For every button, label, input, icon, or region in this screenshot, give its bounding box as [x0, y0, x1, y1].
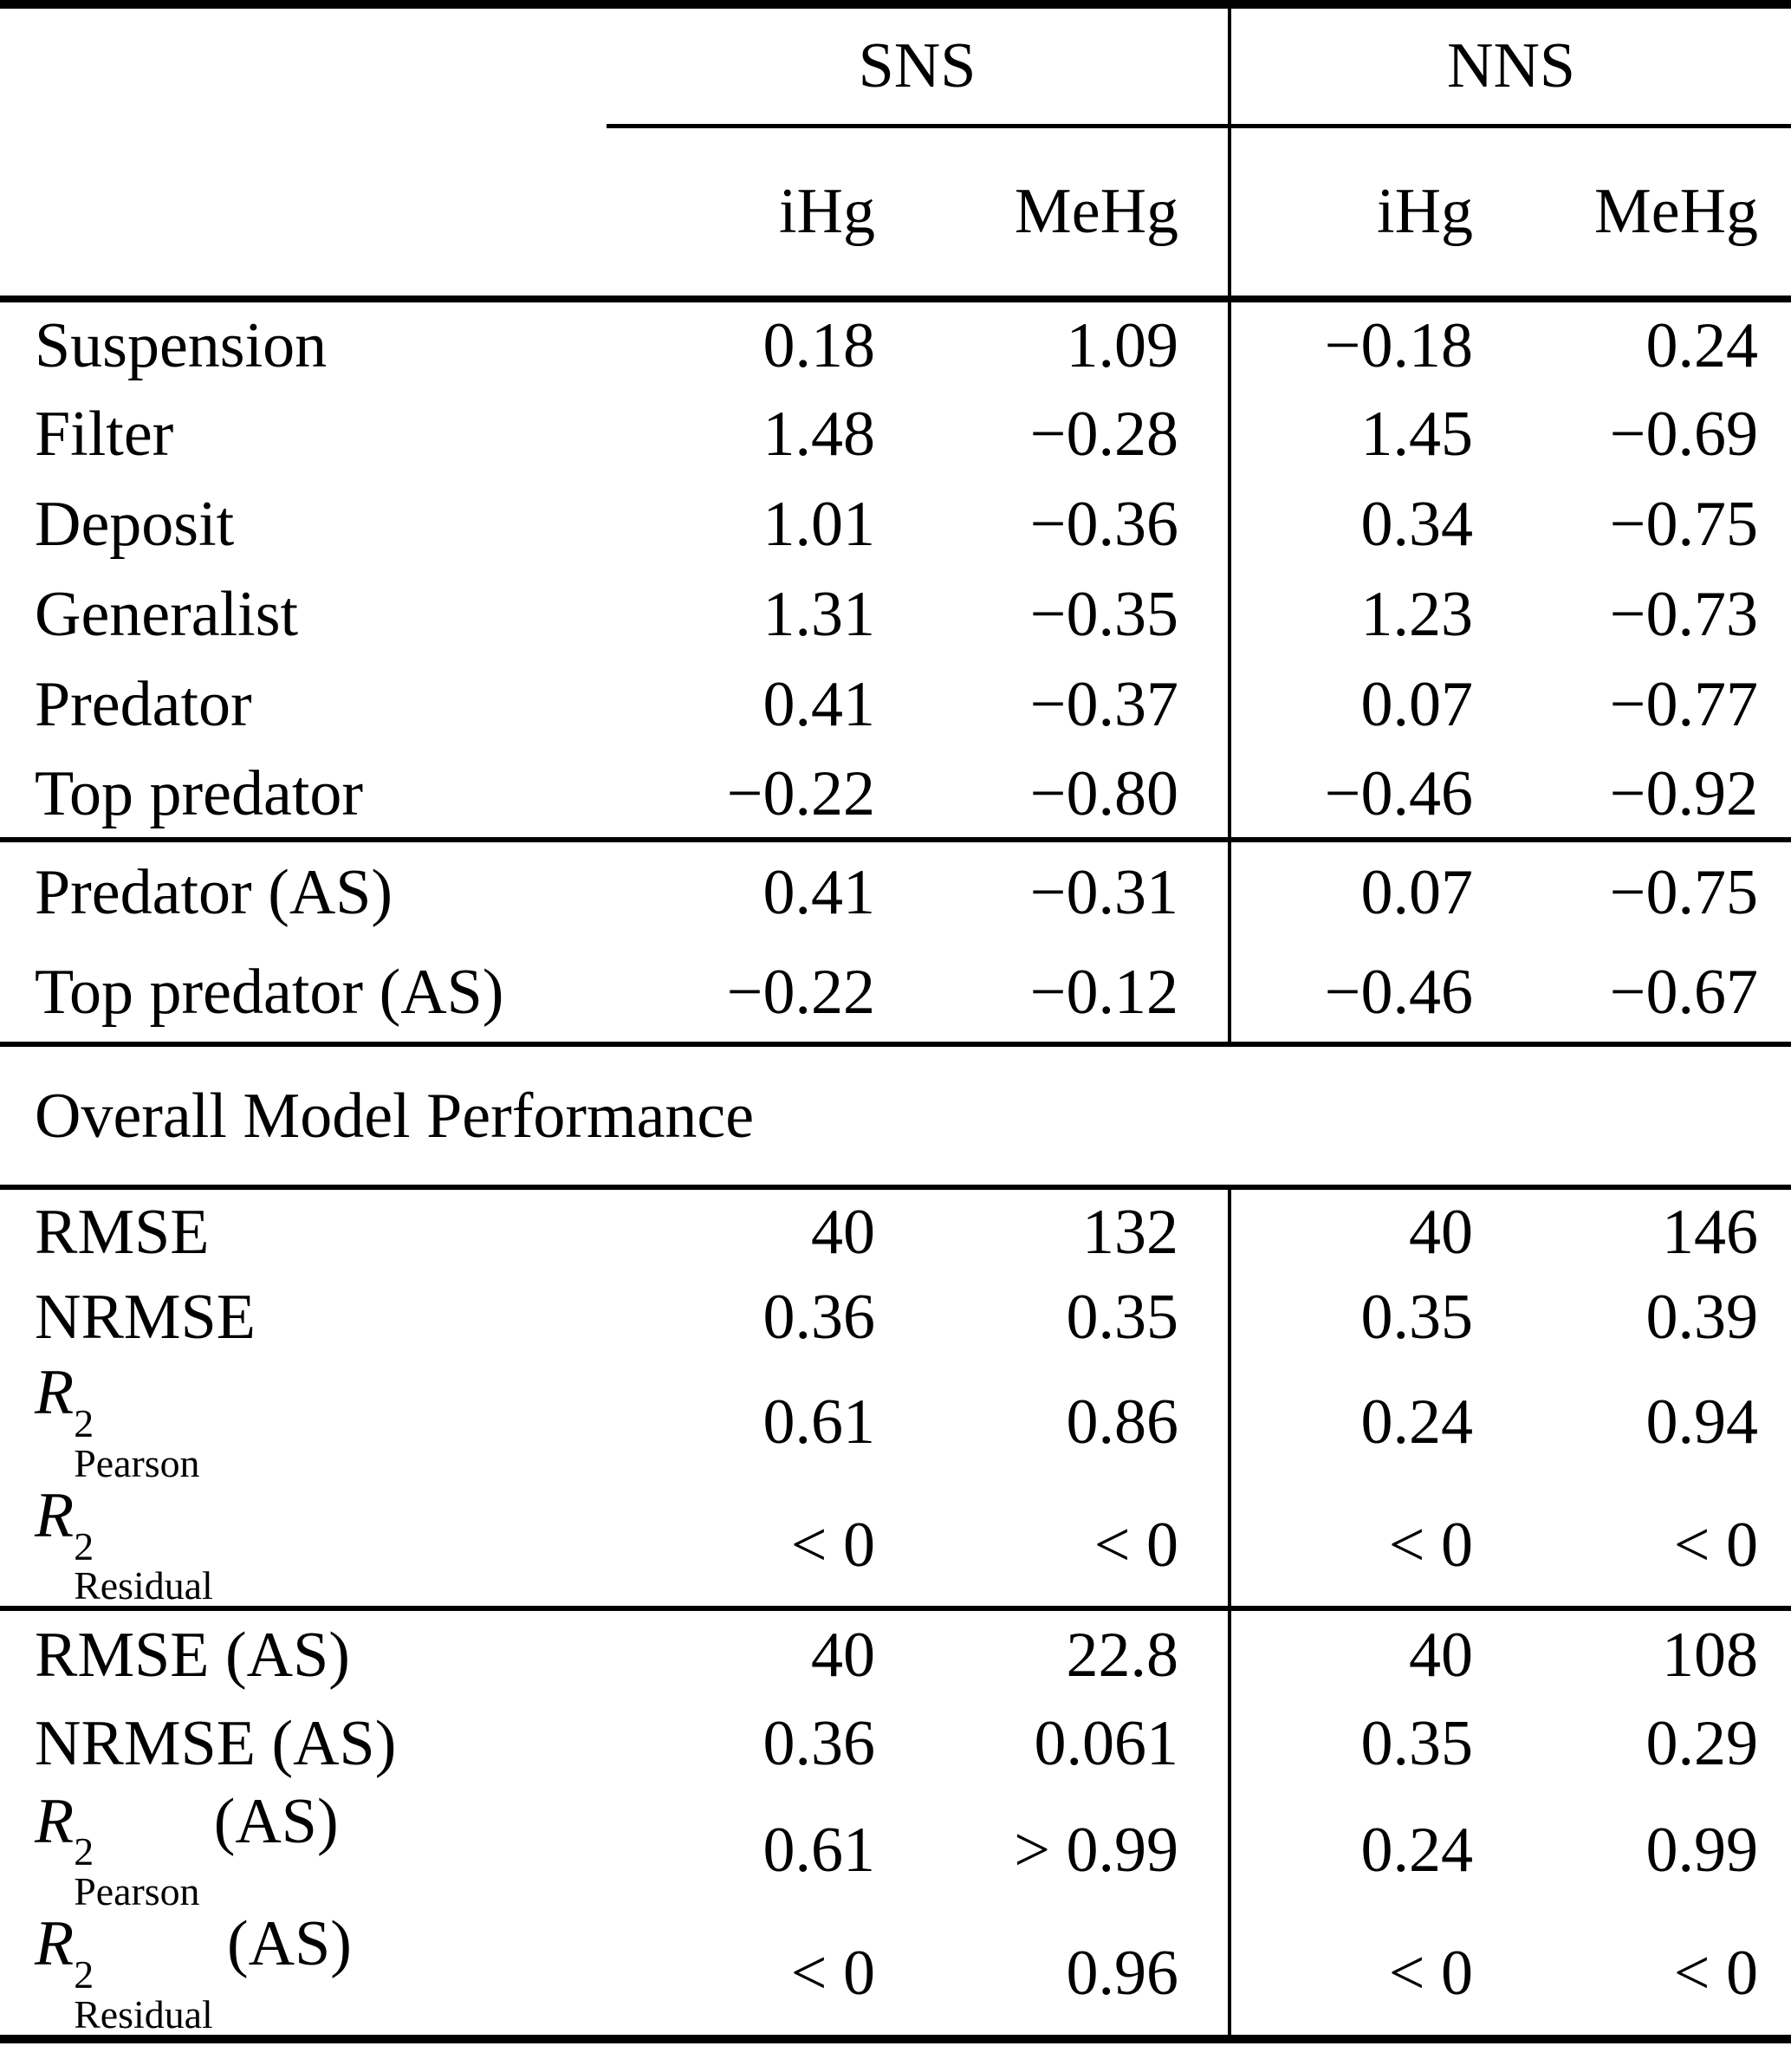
r2-pearson-as-formula	[35, 1785, 339, 1914]
cell-value: 0.07	[1230, 840, 1473, 942]
cell-value: −0.22	[726, 956, 875, 1028]
row-label-r2-residual-as	[0, 1908, 607, 2038]
r-variable: R	[35, 1785, 75, 1857]
r-variable: R	[35, 1908, 75, 1980]
cell-value: 1.01	[762, 489, 875, 560]
cell-value: < 0	[1230, 1912, 1473, 2038]
cell-value: −0.46	[1230, 942, 1473, 1044]
section-performance-as	[0, 1608, 1791, 2038]
row-label: NRMSE (AS)	[35, 1708, 397, 1780]
cell-value: < 0	[1673, 1509, 1759, 1581]
cell-value: 0.07	[1230, 659, 1473, 750]
table-row	[0, 1608, 1791, 1699]
cell-value: 0.61	[762, 1815, 875, 1887]
r2-residual-formula	[35, 1480, 213, 1608]
cell-value: < 0	[1093, 1509, 1179, 1581]
column-header-nns-ihg: iHg	[1230, 126, 1473, 299]
table-row	[0, 479, 1791, 569]
cell-value: −0.67	[1609, 956, 1759, 1028]
cell-value: 0.29	[1645, 1708, 1759, 1780]
table-row	[0, 569, 1791, 659]
cell-value: −0.75	[1473, 840, 1791, 942]
cell-value: −0.18	[1230, 299, 1473, 389]
cell-value: < 0	[1673, 1938, 1759, 2010]
r2-pearson-formula	[35, 1357, 200, 1485]
row-label: Filter	[35, 399, 174, 470]
cell-value: 0.99	[1645, 1815, 1759, 1887]
table-row	[0, 659, 1791, 750]
cell-value: −0.77	[1609, 669, 1759, 740]
row-label: Deposit	[35, 489, 235, 560]
table-row	[0, 750, 1791, 840]
section-feeding-guilds-as	[0, 840, 1791, 1044]
row-label: Predator (AS)	[0, 840, 607, 942]
cell-value: 0.96	[1066, 1938, 1179, 2010]
cell-value: −0.12	[1029, 956, 1179, 1028]
cell-value: −0.80	[1029, 757, 1179, 829]
cell-value: 1.45	[1230, 389, 1473, 479]
header-spacer	[0, 4, 607, 126]
cell-value: −0.35	[1029, 579, 1179, 650]
cell-value: 40	[607, 1608, 875, 1699]
r2-residual-as-formula	[35, 1908, 352, 2036]
table-row	[0, 1484, 1791, 1608]
cell-value: 0.94	[1645, 1387, 1759, 1458]
table-row	[0, 299, 1791, 389]
cell-value: 0.39	[1645, 1282, 1759, 1353]
table-row	[0, 840, 1791, 942]
cell-value: 22.8	[875, 1608, 1230, 1699]
cell-value: −0.37	[1029, 669, 1179, 740]
row-label-r2-residual	[0, 1480, 607, 1608]
cell-value: 40	[811, 1196, 875, 1268]
cell-value: < 0	[1230, 1484, 1473, 1608]
table-row	[0, 1789, 1791, 1912]
cell-value: < 0	[790, 1509, 875, 1581]
cell-value: 0.86	[1066, 1387, 1179, 1458]
row-label-r2-pearson-as	[0, 1785, 607, 1914]
table-row	[0, 1912, 1791, 2038]
column-header-sns-ihg: iHg	[607, 126, 875, 299]
row-label: RMSE	[35, 1196, 210, 1268]
cell-value: 1.23	[1230, 569, 1473, 659]
superscript-subscript: 2 Pearson	[74, 1829, 200, 1914]
cell-value: −0.28	[1029, 399, 1179, 470]
column-header-sns-mehg: MeHg	[875, 126, 1230, 299]
superscript-subscript: 2 Pearson	[74, 1400, 200, 1485]
section-feeding-guilds	[0, 299, 1791, 840]
column-group-sns: SNS	[607, 4, 1230, 126]
cell-value: −0.31	[875, 840, 1230, 942]
section-header-title: Overall Model Performance	[0, 1044, 1791, 1187]
cell-value: 0.24	[1645, 310, 1759, 381]
table-row	[0, 1274, 1791, 1361]
cell-value: 0.35	[1230, 1699, 1473, 1789]
superscript-subscript: 2 Residual	[74, 1952, 213, 2036]
cell-value: −0.36	[1029, 489, 1179, 560]
cell-value: 146	[1662, 1196, 1759, 1268]
as-suffix: (AS)	[213, 1785, 339, 1857]
r-variable: R	[35, 1480, 75, 1551]
row-label: Top predator (AS)	[35, 956, 504, 1028]
cell-value: 108	[1473, 1608, 1791, 1699]
table-row	[0, 1699, 1791, 1789]
cell-value: −0.73	[1609, 579, 1759, 650]
column-subheader-row	[0, 126, 1791, 299]
superscript-subscript: 2 Residual	[74, 1523, 213, 1608]
cell-value: > 0.99	[1014, 1815, 1179, 1887]
cell-value: 0.35	[1230, 1274, 1473, 1361]
cell-value: 1.48	[762, 399, 875, 470]
r-variable: R	[35, 1357, 75, 1429]
cell-value: 0.18	[762, 310, 875, 381]
cell-value: 0.41	[607, 840, 875, 942]
cell-value: 40	[1230, 1608, 1473, 1699]
cell-value: −0.75	[1609, 489, 1759, 560]
table-row	[0, 1361, 1791, 1484]
cell-value: 0.24	[1230, 1361, 1473, 1484]
row-label: RMSE (AS)	[0, 1608, 607, 1699]
cell-value: 0.34	[1230, 479, 1473, 569]
cell-value: 132	[1082, 1196, 1179, 1268]
table-header	[0, 4, 1791, 299]
section-performance	[0, 1187, 1791, 1608]
cell-value: 0.24	[1230, 1789, 1473, 1912]
section-performance-header	[0, 1044, 1791, 1187]
row-label: Generalist	[35, 579, 299, 650]
cell-value: 0.36	[762, 1708, 875, 1780]
cell-value: −0.69	[1609, 399, 1759, 470]
table-row	[0, 1187, 1791, 1274]
cell-value: −0.92	[1609, 757, 1759, 829]
cell-value: 0.35	[1066, 1282, 1179, 1353]
cell-value: 0.061	[1034, 1708, 1179, 1780]
row-label: Suspension	[35, 310, 328, 381]
cell-value: 1.09	[1066, 310, 1179, 381]
section-header-row	[0, 1044, 1791, 1187]
cell-value: 0.41	[762, 669, 875, 740]
row-label: NRMSE	[35, 1282, 256, 1353]
column-header-nns-mehg: MeHg	[1473, 126, 1791, 299]
cell-value: −0.22	[726, 757, 875, 829]
row-label: Top predator	[35, 757, 364, 829]
column-group-nns: NNS	[1230, 4, 1791, 126]
cell-value: −0.46	[1230, 750, 1473, 840]
table-row	[0, 389, 1791, 479]
cell-value: 1.31	[762, 579, 875, 650]
cell-value: 0.36	[762, 1282, 875, 1353]
cell-value: 0.61	[762, 1387, 875, 1458]
table-row	[0, 942, 1791, 1044]
as-suffix: (AS)	[227, 1908, 352, 1980]
cell-value: 40	[1230, 1187, 1473, 1274]
row-label: Predator	[35, 669, 252, 740]
row-label-r2-pearson	[0, 1357, 607, 1485]
header-spacer	[0, 126, 607, 299]
column-group-row	[0, 4, 1791, 126]
cell-value: < 0	[790, 1938, 875, 2010]
